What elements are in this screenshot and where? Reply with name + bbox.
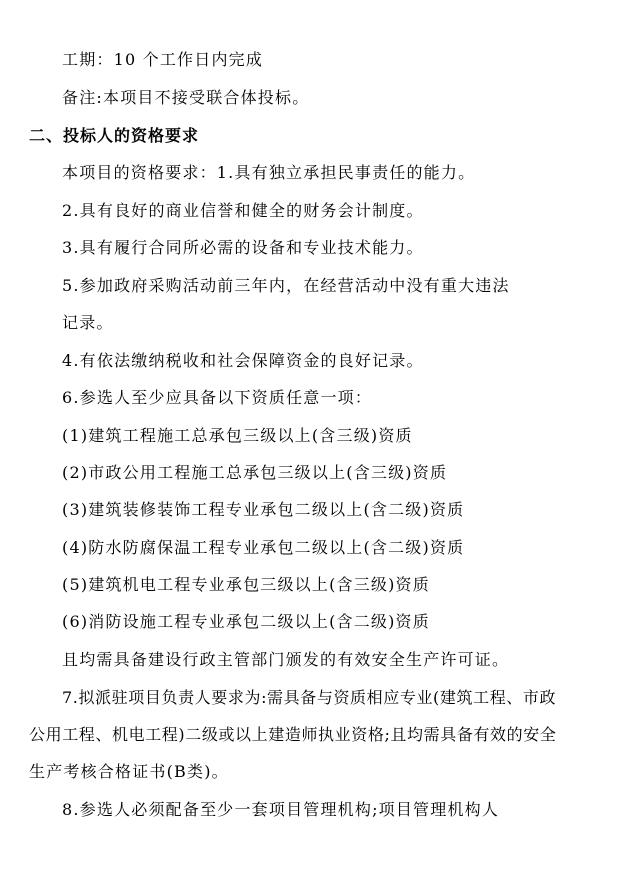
requirement-5: 5.参加政府采购活动前三年内，在经营活动中没有重大违法 — [62, 276, 510, 295]
remark-line: 备注:本项目不接受联合体投标。 — [62, 88, 310, 107]
duration-line: 工期：10 个工作日内完成 — [62, 50, 264, 69]
qualification-6: (6)消防设施工程专业承包二级以上(含二级)资质 — [62, 612, 430, 631]
requirement-2: 2.具有良好的商业信誉和健全的财务会计制度。 — [62, 201, 424, 220]
section-heading: 二、投标人的资格要求 — [29, 126, 200, 145]
qualification-4: (4)防水防腐保温工程专业承包二级以上(含二级)资质 — [62, 538, 465, 557]
requirement-7: 7.拟派驻项目负责人要求为:需具备与资质相应专业(建筑工程、市政 — [62, 688, 557, 707]
requirement-8: 8.参选人必须配备至少一套项目管理机构;项目管理机构人 — [62, 800, 500, 819]
requirement-5-cont: 记录。 — [62, 313, 114, 332]
qualification-3: (3)建筑装修装饰工程专业承包二级以上(含二级)资质 — [62, 500, 465, 519]
safety-license-line: 且均需具备建设行政主管部门颁发的有效安全生产许可证。 — [62, 650, 510, 669]
requirement-7-cont-2: 生产考核合格证书(B类)。 — [29, 762, 229, 781]
requirement-intro: 本项目的资格要求：1.具有独立承担民事责任的能力。 — [62, 163, 476, 182]
qualification-1: (1)建筑工程施工总承包三级以上(含三级)资质 — [62, 426, 413, 445]
requirement-6: 6.参选人至少应具备以下资质任意一项： — [62, 388, 373, 407]
requirement-3: 3.具有履行合同所必需的设备和专业技术能力。 — [62, 238, 424, 257]
requirement-4: 4.有依法缴纳税收和社会保障资金的良好记录。 — [62, 351, 424, 370]
qualification-5: (5)建筑机电工程专业承包三级以上(含三级)资质 — [62, 575, 430, 594]
requirement-7-cont-1: 公用工程、机电工程)二级或以上建造师执业资格;且均需具备有效的安全 — [29, 725, 557, 744]
qualification-2: (2)市政公用工程施工总承包三级以上(含三级)资质 — [62, 463, 448, 482]
